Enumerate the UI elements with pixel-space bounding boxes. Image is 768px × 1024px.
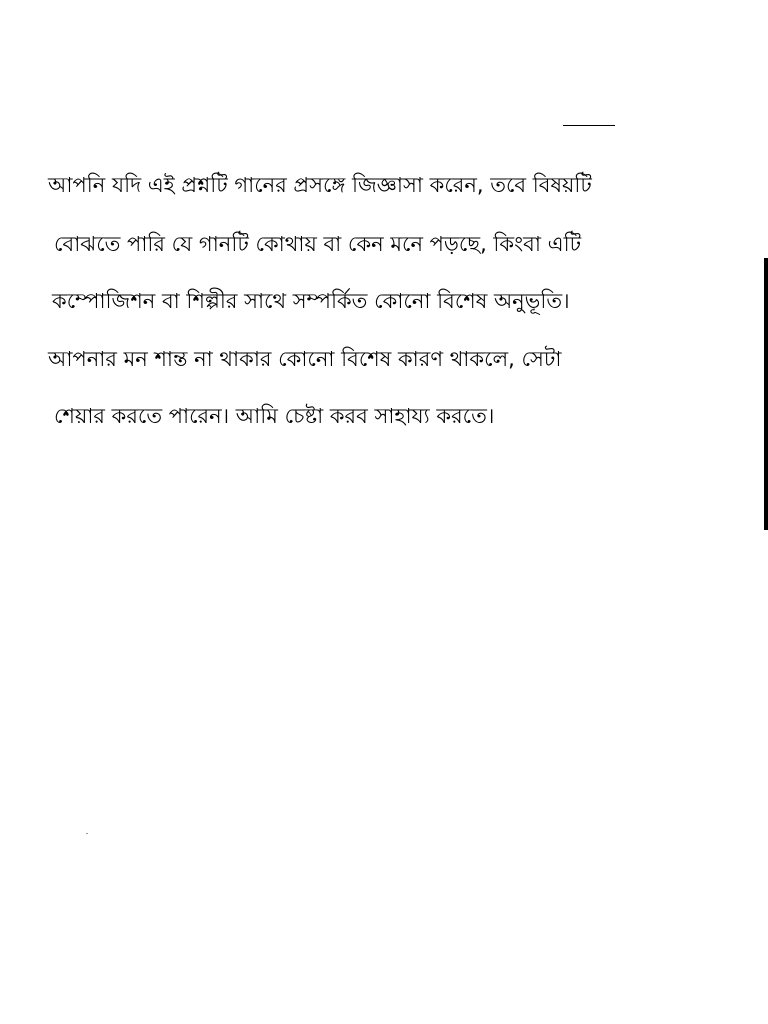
scan-speck — [86, 833, 88, 834]
top-rule-line — [563, 125, 615, 126]
paragraph-line-3: কম্পোজিশন বা শিল্পীর সাথে সম্পর্কিত কোনো বিশেষ অনুভূতি। — [52, 289, 570, 313]
paragraph-line-1: আপনি যদি এই প্রশ্নটি গানের প্রসঙ্গে জিজ্ঞাসা করেন, তবে বিষয়টি — [48, 173, 592, 197]
right-edge-bar — [764, 258, 768, 530]
paragraph-line-4: আপনার মন শান্ত না থাকার কোনো বিশেষ কারণ থাকলে, সেটা — [48, 347, 562, 371]
paragraph-line-2: বোঝতে পারি যে গানটি কোথায় বা কেন মনে পড়ছে, কিংবা এটি — [54, 232, 582, 256]
paragraph-line-5: শেয়ার করতে পারেন। আমি চেষ্টা করব সাহায্য করতে। — [54, 404, 495, 428]
